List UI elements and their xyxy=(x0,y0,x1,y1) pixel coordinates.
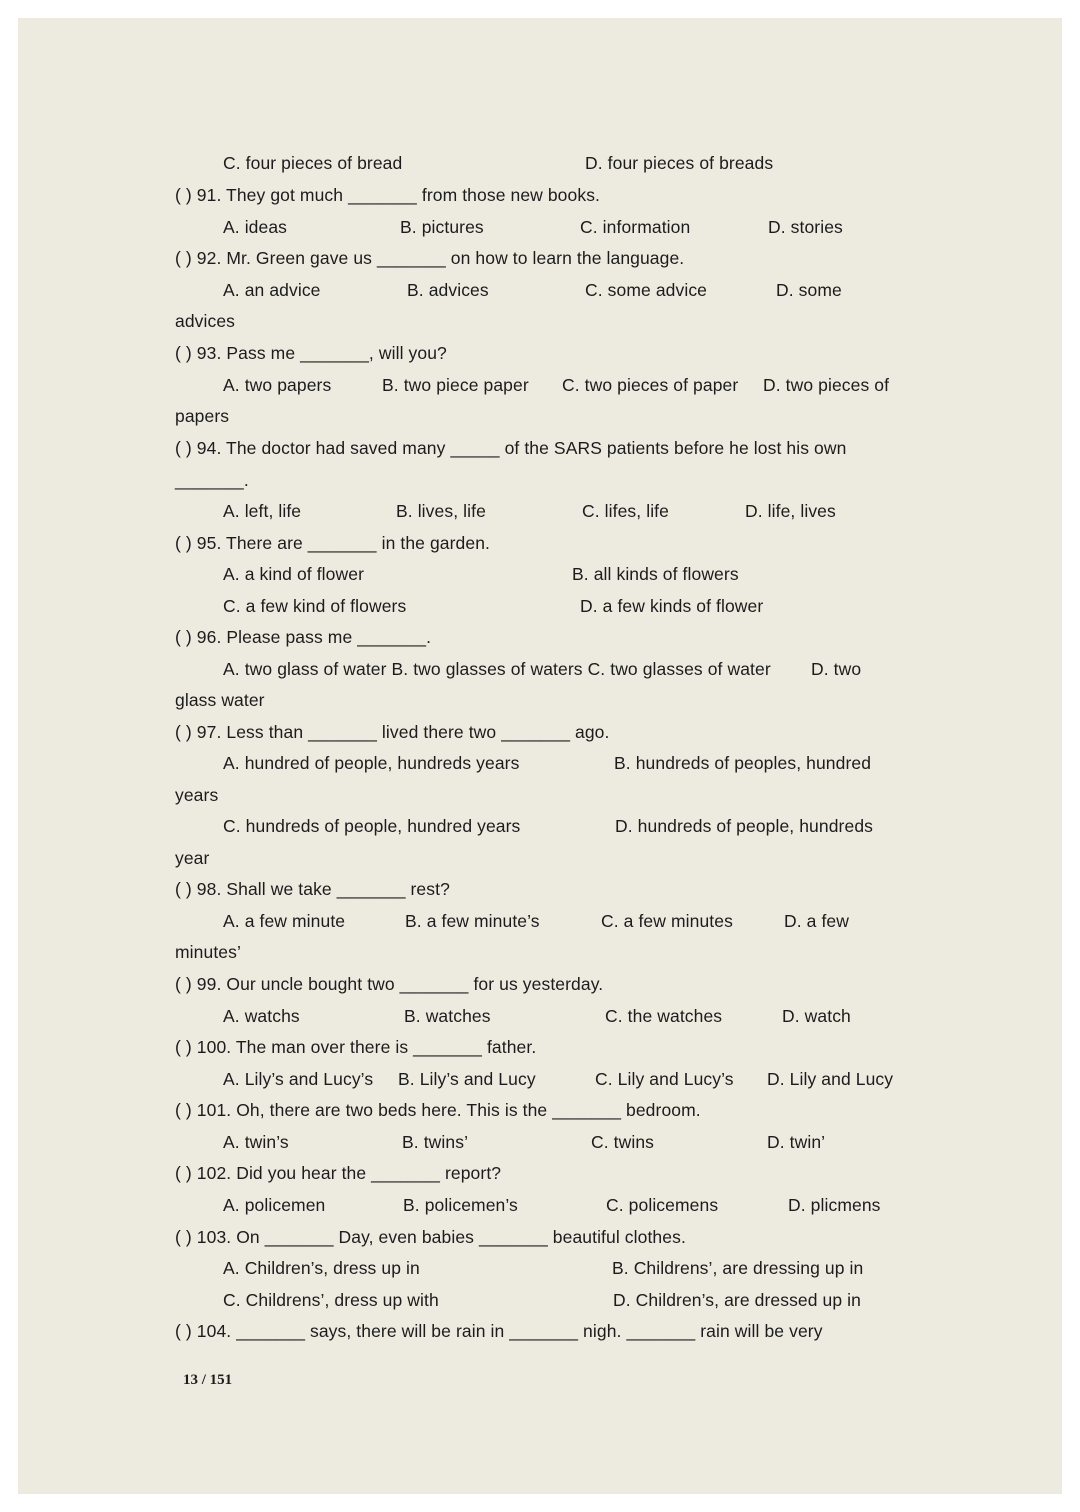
option-line: C. some advice xyxy=(585,280,708,300)
question-wrap: _______. xyxy=(175,470,249,490)
option-line: D. four pieces of breads xyxy=(585,153,774,173)
option-line: C. Lily and Lucy’s xyxy=(595,1069,734,1089)
option-line: B. watches xyxy=(404,1006,491,1026)
question-93: ( ) 93. Pass me _______, will you? xyxy=(175,343,447,363)
option-line: C. the watches xyxy=(605,1006,723,1026)
option-line: D. watch xyxy=(782,1006,851,1026)
option-line: C. two pieces of paper xyxy=(562,375,739,395)
option-line: A. policemen xyxy=(223,1195,326,1215)
question-102: ( ) 102. Did you hear the _______ report? xyxy=(175,1163,502,1183)
option-line: A. twin’s xyxy=(223,1132,289,1152)
question-97: ( ) 97. Less than _______ lived there two _______ ago. xyxy=(175,722,610,742)
option-line: A. two glass of water B. two glasses of waters C. two glasses of water xyxy=(223,659,771,679)
option-wrap: glass water xyxy=(175,690,265,710)
option-line: D. stories xyxy=(768,217,843,237)
option-line: D. some xyxy=(776,280,842,300)
question-91: ( ) 91. They got much _______ from those new books. xyxy=(175,185,601,205)
option-wrap: advices xyxy=(175,311,236,331)
option-line: D. a few xyxy=(784,911,849,931)
option-line: A. two papers xyxy=(223,375,332,395)
option-line: A. left, life xyxy=(223,501,302,521)
option-line: C. lifes, life xyxy=(582,501,669,521)
option-line: A. Children’s, dress up in xyxy=(223,1258,420,1278)
option-line: C. four pieces of bread xyxy=(223,153,403,173)
question-92: ( ) 92. Mr. Green gave us _______ on how to learn the language. xyxy=(175,248,685,268)
option-line: A. Lily’s and Lucy’s xyxy=(223,1069,374,1089)
option-wrap: papers xyxy=(175,406,230,426)
option-line: C. policemens xyxy=(606,1195,719,1215)
document-page xyxy=(18,18,1062,1494)
option-line: C. a few kind of flowers xyxy=(223,596,407,616)
option-line: D. two pieces of xyxy=(763,375,890,395)
option-line: D. hundreds of people, hundreds xyxy=(615,816,874,836)
option-line: D. twin’ xyxy=(767,1132,826,1152)
option-line: C. twins xyxy=(591,1132,655,1152)
question-95: ( ) 95. There are _______ in the garden. xyxy=(175,533,491,553)
question-104: ( ) 104. _______ says, there will be rain in _______ nigh. _______ rain will be very xyxy=(175,1321,823,1341)
question-94: ( ) 94. The doctor had saved many _____ of the SARS patients before he lost his own xyxy=(175,438,847,458)
option-line: C. hundreds of people, hundred years xyxy=(223,816,521,836)
option-wrap: years xyxy=(175,785,219,805)
option-line: B. pictures xyxy=(400,217,484,237)
question-99: ( ) 99. Our uncle bought two _______ for us yesterday. xyxy=(175,974,604,994)
option-line: A. hundred of people, hundreds years xyxy=(223,753,520,773)
question-98: ( ) 98. Shall we take _______ rest? xyxy=(175,879,450,899)
option-line: C. a few minutes xyxy=(601,911,733,931)
option-wrap: year xyxy=(175,848,210,868)
question-103: ( ) 103. On _______ Day, even babies _______ beautiful clothes. xyxy=(175,1227,686,1247)
option-line: B. hundreds of peoples, hundred xyxy=(614,753,872,773)
option-line: B. policemen’s xyxy=(403,1195,518,1215)
option-line: B. all kinds of flowers xyxy=(572,564,739,584)
option-line: C. information xyxy=(580,217,691,237)
option-line: B. Lily’s and Lucy xyxy=(398,1069,536,1089)
option-line: B. a few minute’s xyxy=(405,911,540,931)
question-101: ( ) 101. Oh, there are two beds here. This is the _______ bedroom. xyxy=(175,1100,701,1120)
option-line: D. Lily and Lucy xyxy=(767,1069,894,1089)
question-96: ( ) 96. Please pass me _______. xyxy=(175,627,432,647)
page-number: 13 / 151 xyxy=(183,1372,233,1388)
option-line: B. lives, life xyxy=(396,501,486,521)
option-line: A. a kind of flower xyxy=(223,564,364,584)
option-line: A. watchs xyxy=(223,1006,300,1026)
option-wrap: minutes’ xyxy=(175,942,241,962)
option-line: D. plicmens xyxy=(788,1195,881,1215)
option-line: B. advices xyxy=(407,280,489,300)
option-line: B. Childrens’, are dressing up in xyxy=(612,1258,864,1278)
option-line: D. Children’s, are dressed up in xyxy=(613,1290,862,1310)
option-line: B. two piece paper xyxy=(382,375,529,395)
option-line: A. a few minute xyxy=(223,911,346,931)
option-line: D. life, lives xyxy=(745,501,836,521)
option-line: A. ideas xyxy=(223,217,288,237)
option-line: D. two xyxy=(811,659,862,679)
question-100: ( ) 100. The man over there is _______ father. xyxy=(175,1037,537,1057)
option-line: A. an advice xyxy=(223,280,321,300)
option-line: B. twins’ xyxy=(402,1132,469,1152)
option-line: C. Childrens’, dress up with xyxy=(223,1290,439,1310)
option-line: D. a few kinds of flower xyxy=(580,596,764,616)
